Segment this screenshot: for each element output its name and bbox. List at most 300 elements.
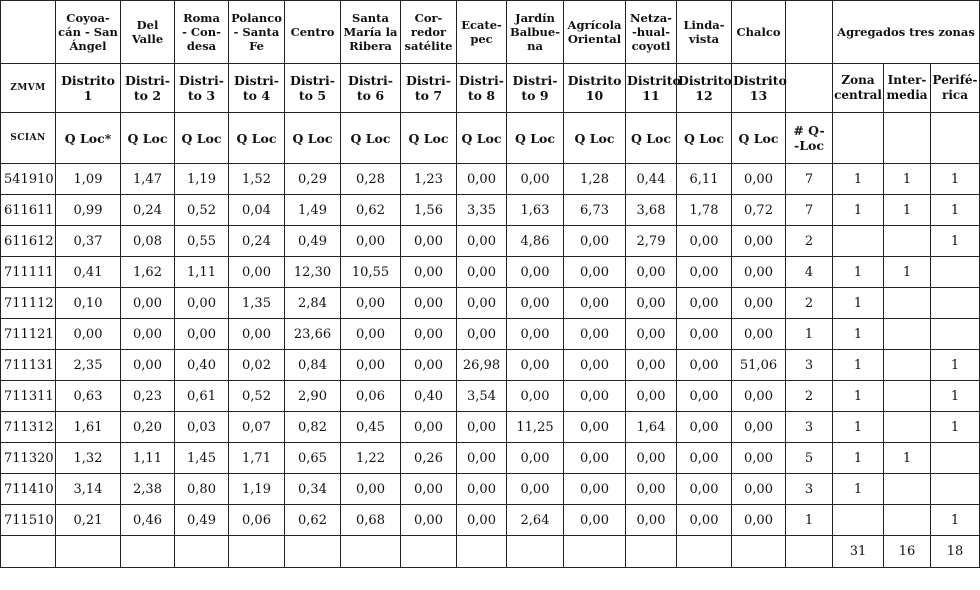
header-text-line: to 9 <box>521 88 549 103</box>
qloc-value-cell: 0,34 <box>285 474 341 505</box>
qloc-value-cell: 3,14 <box>56 474 121 505</box>
qloc-value-cell: 0,07 <box>229 412 285 443</box>
qloc-value-cell: 0,00 <box>626 381 677 412</box>
qloc-value-cell: 0,00 <box>677 257 732 288</box>
table-row <box>1 505 980 536</box>
qloc-value-cell: 0,26 <box>401 443 457 474</box>
qloc-value-cell: 0,41 <box>56 257 121 288</box>
header-text-line: Linda- <box>683 18 725 32</box>
qloc-value-cell: 11,25 <box>507 412 564 443</box>
empty-cell <box>401 536 457 568</box>
zone-flag-cell: 1 <box>833 195 884 226</box>
qloc-value-cell: 0,00 <box>564 412 626 443</box>
qloc-value-cell: 1,71 <box>229 443 285 474</box>
qloc-value-cell: 0,62 <box>341 195 401 226</box>
header-text-line: Coyoa- <box>66 11 110 25</box>
header-text-line: # Q- <box>793 123 825 138</box>
qloc-header: Q Loc <box>175 113 229 164</box>
qloc-value-cell: 0,00 <box>564 443 626 474</box>
qloc-value-cell: 0,00 <box>677 505 732 536</box>
qloc-value-cell: 0,00 <box>401 226 457 257</box>
qloc-value-cell: 0,40 <box>175 350 229 381</box>
qloc-header: Q Loc* <box>56 113 121 164</box>
district-label <box>564 64 626 113</box>
qloc-value-cell: 0,00 <box>626 350 677 381</box>
scian-code-cell: 611611 <box>1 195 56 226</box>
qloc-count-cell: 3 <box>786 350 833 381</box>
header-text-line: -Loc <box>794 138 824 153</box>
header-text-line: María la <box>343 25 398 39</box>
district-name-header <box>175 1 229 64</box>
qloc-value-cell: 1,78 <box>677 195 732 226</box>
header-row-district-names <box>1 1 980 64</box>
header-text-line: Distri- <box>290 73 335 88</box>
zone-blank <box>931 113 980 164</box>
qloc-value-cell: 0,00 <box>507 164 564 195</box>
qloc-header: Q Loc <box>457 113 507 164</box>
qloc-value-cell: 0,72 <box>732 195 786 226</box>
qloc-value-cell: 51,06 <box>732 350 786 381</box>
zone-total-cell: 16 <box>884 536 931 568</box>
zone-flag-cell: 1 <box>833 412 884 443</box>
header-text-line: to 5 <box>298 88 327 103</box>
scian-code-cell: 711112 <box>1 288 56 319</box>
qloc-value-cell: 0,00 <box>341 350 401 381</box>
table-row <box>1 257 980 288</box>
qloc-value-cell: 0,00 <box>175 319 229 350</box>
qloc-value-cell: 0,40 <box>401 381 457 412</box>
qloc-value-cell: 0,28 <box>341 164 401 195</box>
qloc-value-cell: 0,84 <box>285 350 341 381</box>
qloc-value-cell: 0,49 <box>285 226 341 257</box>
empty-cell <box>56 536 121 568</box>
qloc-value-cell: 0,00 <box>401 350 457 381</box>
header-text-line: Fe <box>249 39 264 53</box>
header-text-line: Jardín <box>515 11 555 25</box>
qloc-value-cell: 0,00 <box>507 288 564 319</box>
qloc-value-cell: 0,00 <box>677 350 732 381</box>
header-text-line: to 4 <box>242 88 271 103</box>
qloc-value-cell: 0,00 <box>457 443 507 474</box>
qloc-value-cell: 1,28 <box>564 164 626 195</box>
header-text-line: Distri- <box>406 73 451 88</box>
district-name-header <box>285 1 341 64</box>
header-text-line: Distri- <box>512 73 558 88</box>
empty-cell <box>341 536 401 568</box>
qloc-value-cell: 0,00 <box>401 505 457 536</box>
table-row <box>1 350 980 381</box>
header-text-line: pec <box>470 32 493 46</box>
qloc-count-cell: 5 <box>786 443 833 474</box>
district-name-header <box>229 1 285 64</box>
qloc-value-cell: 1,35 <box>229 288 285 319</box>
zone-header-central <box>833 64 884 113</box>
district-label <box>56 64 121 113</box>
qloc-value-cell: 0,00 <box>121 319 175 350</box>
empty-cell <box>507 536 564 568</box>
qloc-header: Q Loc <box>626 113 677 164</box>
qloc-value-cell: 1,64 <box>626 412 677 443</box>
qloc-value-cell: 0,00 <box>626 443 677 474</box>
qloc-value-cell: 0,61 <box>175 381 229 412</box>
qloc-value-cell: 1,09 <box>56 164 121 195</box>
qloc-value-cell: 0,00 <box>732 412 786 443</box>
zone-flag-cell <box>884 505 931 536</box>
qloc-value-cell: 0,00 <box>626 505 677 536</box>
qloc-value-cell: 0,00 <box>564 288 626 319</box>
qloc-value-cell: 0,00 <box>732 164 786 195</box>
qloc-value-cell: 6,11 <box>677 164 732 195</box>
zone-flag-cell: 1 <box>931 381 980 412</box>
district-label <box>121 64 175 113</box>
qloc-value-cell: 0,00 <box>175 288 229 319</box>
qloc-value-cell: 0,65 <box>285 443 341 474</box>
qloc-value-cell: 0,20 <box>121 412 175 443</box>
header-text-line: Distrito <box>678 73 732 88</box>
qloc-value-cell: 26,98 <box>457 350 507 381</box>
qloc-value-cell: 0,82 <box>285 412 341 443</box>
qloc-header: Q Loc <box>285 113 341 164</box>
qloc-value-cell: 0,00 <box>56 319 121 350</box>
zone-flag-cell: 1 <box>833 381 884 412</box>
district-name-header <box>732 1 786 64</box>
zone-flag-cell: 1 <box>931 350 980 381</box>
header-text-line: to 3 <box>187 88 216 103</box>
header-text-line: Zona <box>841 73 875 87</box>
header-text-line: central <box>834 88 882 102</box>
scian-code-cell: 711410 <box>1 474 56 505</box>
qloc-value-cell: 0,52 <box>175 195 229 226</box>
header-text-line: Distrito <box>627 73 681 88</box>
header-text-line: redor <box>410 25 447 39</box>
district-label <box>732 64 786 113</box>
qloc-value-cell: 6,73 <box>564 195 626 226</box>
qloc-value-cell: 2,64 <box>507 505 564 536</box>
header-text-line: media <box>886 88 928 102</box>
qloc-value-cell: 0,00 <box>341 288 401 319</box>
qloc-count-cell: 3 <box>786 412 833 443</box>
qloc-value-cell: 0,03 <box>175 412 229 443</box>
header-text-line: Distri- <box>179 73 224 88</box>
qloc-value-cell: 0,29 <box>285 164 341 195</box>
qloc-value-cell: 0,99 <box>56 195 121 226</box>
district-name-header <box>457 1 507 64</box>
qloc-value-cell: 0,00 <box>457 474 507 505</box>
qloc-value-cell: 0,00 <box>677 443 732 474</box>
header-text-line: 13 <box>749 88 768 103</box>
qloc-value-cell: 0,49 <box>175 505 229 536</box>
qloc-value-cell: 12,30 <box>285 257 341 288</box>
zone-flag-cell: 1 <box>884 257 931 288</box>
scian-code-cell: 711311 <box>1 381 56 412</box>
header-text-line: to 2 <box>133 88 162 103</box>
zone-flag-cell: 1 <box>884 195 931 226</box>
zone-flag-cell: 1 <box>931 412 980 443</box>
qloc-value-cell: 0,00 <box>457 505 507 536</box>
header-text-line: Polanco <box>231 11 282 25</box>
qloc-value-cell: 4,86 <box>507 226 564 257</box>
qloc-value-cell: 0,00 <box>457 288 507 319</box>
qloc-value-cell: 0,04 <box>229 195 285 226</box>
header-text-line: Distrito <box>567 73 622 88</box>
zone-flag-cell <box>833 226 884 257</box>
qloc-value-cell: 0,00 <box>677 226 732 257</box>
qloc-value-cell: 0,45 <box>341 412 401 443</box>
qloc-value-cell: 0,00 <box>507 474 564 505</box>
header-text-line: Centro <box>290 25 335 39</box>
empty-cell <box>732 536 786 568</box>
zone-header-intermediate <box>884 64 931 113</box>
table-row <box>1 412 980 443</box>
header-text-line: Cor- <box>414 11 443 25</box>
header-text-line: to 6 <box>356 88 385 103</box>
header-text-line: Inter- <box>887 73 927 87</box>
zone-blank <box>833 113 884 164</box>
qloc-header: Q Loc <box>229 113 285 164</box>
qloc-value-cell: 0,00 <box>677 474 732 505</box>
totals-row <box>1 536 980 568</box>
header-text-line: Ecate- <box>461 18 502 32</box>
qloc-value-cell: 0,00 <box>626 288 677 319</box>
qloc-value-cell: 0,06 <box>229 505 285 536</box>
scian-code-cell: 711111 <box>1 257 56 288</box>
qloc-value-cell: 0,80 <box>175 474 229 505</box>
zone-flag-cell: 1 <box>884 443 931 474</box>
district-name-header <box>401 1 457 64</box>
qloc-value-cell: 0,00 <box>507 319 564 350</box>
qloc-value-cell: 1,56 <box>401 195 457 226</box>
qloc-value-cell: 0,21 <box>56 505 121 536</box>
qloc-value-cell: 1,52 <box>229 164 285 195</box>
qloc-value-cell: 0,00 <box>564 319 626 350</box>
district-name-header <box>121 1 175 64</box>
district-label <box>285 64 341 113</box>
zone-flag-cell: 1 <box>833 474 884 505</box>
header-text-line: Chalco <box>736 25 781 39</box>
qloc-value-cell: 0,00 <box>457 257 507 288</box>
qloc-value-cell: 2,35 <box>56 350 121 381</box>
empty-cell <box>285 536 341 568</box>
qloc-value-cell: 0,00 <box>677 288 732 319</box>
empty-cell <box>786 536 833 568</box>
qloc-value-cell: 1,49 <box>285 195 341 226</box>
zone-flag-cell: 1 <box>931 505 980 536</box>
qloc-count-cell: 2 <box>786 381 833 412</box>
qloc-value-cell: 0,00 <box>732 319 786 350</box>
qloc-value-cell: 2,38 <box>121 474 175 505</box>
zone-blank <box>884 113 931 164</box>
qloc-header: Q Loc <box>732 113 786 164</box>
empty-cell <box>121 536 175 568</box>
qloc-count-cell: 7 <box>786 195 833 226</box>
count-header-mid <box>786 64 833 113</box>
zone-flag-cell <box>884 288 931 319</box>
qloc-value-cell: 1,47 <box>121 164 175 195</box>
qloc-value-cell: 0,00 <box>626 474 677 505</box>
district-name-header <box>507 1 564 64</box>
header-text-line: Agrícola <box>567 18 622 32</box>
zone-flag-cell: 1 <box>833 350 884 381</box>
scian-code-cell: 541910 <box>1 164 56 195</box>
table-row <box>1 319 980 350</box>
qloc-value-cell: 0,44 <box>626 164 677 195</box>
qloc-value-cell: 0,00 <box>732 381 786 412</box>
empty-cell <box>457 536 507 568</box>
table-row <box>1 443 980 474</box>
qloc-value-cell: 0,63 <box>56 381 121 412</box>
qloc-value-cell: 1,61 <box>56 412 121 443</box>
zone-flag-cell: 1 <box>931 195 980 226</box>
district-name-header <box>564 1 626 64</box>
qloc-header: Q Loc <box>121 113 175 164</box>
qloc-value-cell: 0,00 <box>401 319 457 350</box>
header-text-line: 12 <box>695 88 713 103</box>
qloc-value-cell: 1,62 <box>121 257 175 288</box>
header-text-line: Perifé- <box>932 73 978 87</box>
header-text-line: 10 <box>585 88 604 103</box>
zone-flag-cell <box>884 226 931 257</box>
qloc-header: Q Loc <box>507 113 564 164</box>
district-label <box>401 64 457 113</box>
header-text-line: Distri- <box>459 73 504 88</box>
count-header <box>786 113 833 164</box>
qloc-value-cell: 1,22 <box>341 443 401 474</box>
header-text-line: Balbue- <box>509 25 561 39</box>
header-text-line: Santa <box>352 11 389 25</box>
qloc-header: Q Loc <box>341 113 401 164</box>
qloc-value-cell: 0,00 <box>626 319 677 350</box>
district-name-header <box>56 1 121 64</box>
zone-flag-cell: 1 <box>833 288 884 319</box>
qloc-count-cell: 2 <box>786 226 833 257</box>
qloc-value-cell: 3,35 <box>457 195 507 226</box>
table-row <box>1 195 980 226</box>
qloc-value-cell: 0,00 <box>229 319 285 350</box>
header-text-line: Roma <box>183 11 220 25</box>
qloc-value-cell: 0,00 <box>564 257 626 288</box>
header-text-line: Del <box>136 18 159 32</box>
qloc-value-cell: 1,32 <box>56 443 121 474</box>
qloc-value-cell: 1,19 <box>175 164 229 195</box>
header-text-line: rica <box>942 88 968 102</box>
qloc-value-cell: 0,00 <box>732 226 786 257</box>
zone-total-cell: 31 <box>833 536 884 568</box>
header-text-line: - Santa <box>233 25 280 39</box>
qloc-value-cell: 0,55 <box>175 226 229 257</box>
table-row <box>1 164 980 195</box>
zone-flag-cell <box>884 319 931 350</box>
table-row <box>1 288 980 319</box>
zone-flag-cell: 1 <box>884 164 931 195</box>
empty-cell <box>564 536 626 568</box>
qloc-value-cell: 0,00 <box>564 474 626 505</box>
qloc-count-cell: 3 <box>786 474 833 505</box>
district-label <box>626 64 681 113</box>
qloc-value-cell: 23,66 <box>285 319 341 350</box>
qloc-header: Q Loc <box>677 113 732 164</box>
district-label <box>175 64 229 113</box>
header-text-line: Ribera <box>349 39 392 53</box>
qloc-value-cell: 2,84 <box>285 288 341 319</box>
scian-code-cell: 711312 <box>1 412 56 443</box>
qloc-value-cell: 0,00 <box>564 350 626 381</box>
qloc-value-cell: 0,00 <box>732 474 786 505</box>
qloc-value-cell: 1,11 <box>175 257 229 288</box>
header-text-line: Oriental <box>567 32 622 46</box>
qloc-value-cell: 1,63 <box>507 195 564 226</box>
zone-flag-cell <box>884 474 931 505</box>
qloc-value-cell: 0,02 <box>229 350 285 381</box>
header-text-line: coyotl <box>631 39 671 53</box>
qloc-value-cell: 0,00 <box>229 257 285 288</box>
table-body <box>1 164 980 568</box>
header-text-line: Distri- <box>125 73 170 88</box>
table-row <box>1 226 980 257</box>
zone-flag-cell: 1 <box>833 319 884 350</box>
qloc-value-cell: 0,62 <box>285 505 341 536</box>
qloc-value-cell: 0,10 <box>56 288 121 319</box>
header-text-line: na <box>527 39 543 53</box>
qloc-value-cell: 0,00 <box>341 474 401 505</box>
qloc-value-cell: 0,00 <box>121 288 175 319</box>
qloc-count-cell: 2 <box>786 288 833 319</box>
district-name-header <box>677 1 732 64</box>
header-text-line: to 7 <box>414 88 443 103</box>
qloc-value-cell: 0,24 <box>121 195 175 226</box>
qloc-value-cell: 0,00 <box>401 412 457 443</box>
zone-flag-cell: 1 <box>833 443 884 474</box>
empty-cell <box>1 536 56 568</box>
scian-code-cell: 711121 <box>1 319 56 350</box>
qloc-value-cell: 0,00 <box>507 443 564 474</box>
qloc-value-cell: 0,00 <box>507 257 564 288</box>
empty-cell <box>175 536 229 568</box>
scian-label: SCIAN <box>1 113 56 164</box>
qloc-header: Q Loc <box>564 113 626 164</box>
qloc-value-cell: 1,11 <box>121 443 175 474</box>
qloc-value-cell: 2,90 <box>285 381 341 412</box>
corner-cell <box>1 1 56 64</box>
empty-cell <box>626 536 677 568</box>
qloc-value-cell: 0,00 <box>341 226 401 257</box>
qloc-value-cell: 0,00 <box>564 505 626 536</box>
district-label <box>341 64 401 113</box>
qloc-count-cell: 1 <box>786 319 833 350</box>
qloc-value-cell: 0,68 <box>341 505 401 536</box>
header-text-line: vista <box>688 32 720 46</box>
table-row <box>1 474 980 505</box>
district-label <box>457 64 507 113</box>
qloc-value-cell: 0,00 <box>732 288 786 319</box>
header-text-line: cán - San <box>58 25 118 39</box>
qloc-value-cell: 0,24 <box>229 226 285 257</box>
zone-total-cell: 18 <box>931 536 980 568</box>
qloc-value-cell: 2,79 <box>626 226 677 257</box>
zone-header-peripheral <box>931 64 980 113</box>
qloc-value-cell: 0,00 <box>677 412 732 443</box>
header-text-line: - Con- <box>182 25 221 39</box>
header-text-line: Ángel <box>69 39 107 53</box>
header-text-line: Distrito 1 <box>61 73 115 103</box>
district-name-header <box>341 1 401 64</box>
empty-cell <box>229 536 285 568</box>
header-text-line: desa <box>186 39 217 53</box>
zone-flag-cell <box>931 443 980 474</box>
qloc-value-cell: 3,54 <box>457 381 507 412</box>
district-label <box>229 64 285 113</box>
zone-flag-cell <box>931 288 980 319</box>
qloc-value-cell: 0,00 <box>507 350 564 381</box>
